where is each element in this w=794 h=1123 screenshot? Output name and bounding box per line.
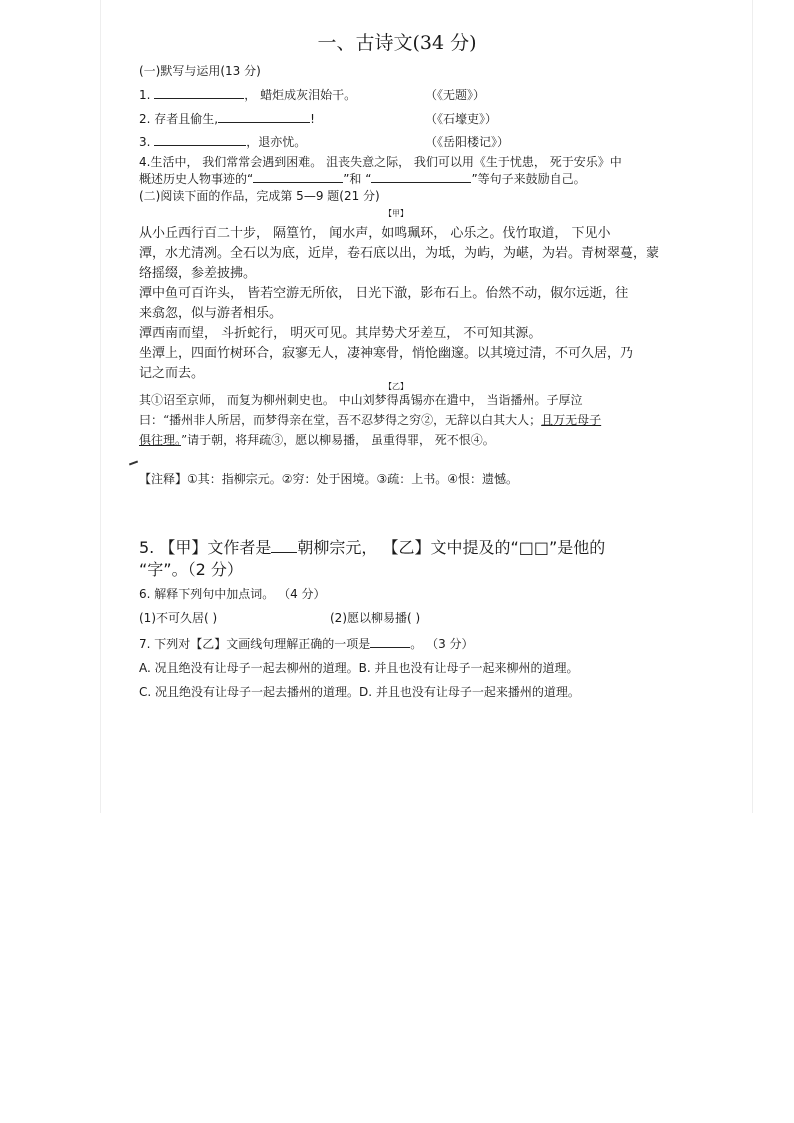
jia-line: 潭中鱼可百许头， 皆若空游无所依， 日光下澈，影布石上。佁然不动，俶尔远逝，往 — [139, 286, 629, 301]
yi-line-3-text: ”请于朝，将拜疏③，愿以柳易播， 虽重得罪， 死不恨④。 — [181, 433, 495, 447]
q4-text-b: ”和 “ — [343, 172, 372, 186]
question-1 — [139, 86, 356, 103]
yi-line-2-text: 曰：“播州非人所居，而梦得亲在堂，吾不忍梦得之穷②，无辞以白其大人； — [139, 413, 542, 427]
yi-underlined-sentence-start: 且万无母子 — [541, 413, 602, 427]
q4-answer-blank-1[interactable] — [253, 170, 343, 183]
jia-line: 潭西南而望， 斗折蛇行， 明灭可见。其岸势犬牙差互， 不可知其源。 — [139, 326, 542, 341]
page-title: 一、古诗文(34 分) — [317, 32, 477, 54]
q1-text: ， 蜡炬成灰泪始干。 — [244, 88, 357, 102]
yi-line-2 — [139, 411, 601, 428]
jia-line: 记之而去。 — [139, 366, 205, 381]
q4-text-a: 概述历史人物事迹的“ — [139, 172, 254, 186]
jia-line: 从小丘西行百二十步， 隔篁竹， 闻水声，如鸣珮环， 心乐之。伐竹取道， 下见小 — [139, 226, 611, 241]
page-edge-right — [752, 0, 753, 813]
q3-text: ，退亦忧。 — [246, 135, 307, 149]
q3-source: （《岳阳楼记》） — [425, 135, 510, 149]
q5-text-a: 5. 【甲】文作者是 — [139, 538, 272, 557]
question-6-item-2: (2)愿以柳易播( ) — [330, 611, 421, 625]
q5-text-b: 朝柳宗元， 【乙】文中提及的“□□”是他的 — [297, 538, 606, 557]
q4-text-c: ”等句子来鼓励自己。 — [471, 172, 586, 186]
yi-line-3 — [139, 431, 495, 448]
q1-source: （《无题》） — [425, 88, 486, 102]
q3-answer-blank[interactable] — [154, 133, 246, 146]
q1-number: 1. — [139, 88, 151, 102]
passage-yi-label: 【乙】 — [384, 382, 408, 391]
question-7-options-ab: A. 况且绝没有让母子一起去柳州的道理。B. 并且也没有让母子一起来柳州的道理。 — [139, 661, 579, 675]
jia-line: 络摇缀，参差披拂。 — [139, 266, 257, 281]
q2-answer-blank[interactable] — [218, 110, 310, 123]
question-3 — [139, 133, 306, 150]
q7-text-b: 。 （3 分） — [410, 637, 474, 651]
annotation-note: 【注释】①其：指柳宗元。②穷：处于困境。③疏：上书。④恨：遗憾。 — [139, 472, 519, 486]
yi-underlined-sentence-end: 俱往理。 — [139, 433, 182, 447]
passage-jia-label: 【甲】 — [384, 209, 408, 218]
jia-line: 来翕忽，似与游者相乐。 — [139, 306, 283, 321]
q2-text: 2. 存者且偷生, — [139, 112, 219, 126]
question-4-line1: 4.生活中， 我们常常会遇到困难。 沮丧失意之际， 我们可以用《生于忧患， 死于安乐》中 — [139, 155, 622, 169]
jia-line: 潭，水尤清冽。全石以为底，近岸，卷石底以出，为坻，为屿，为嵁，为岩。青树翠蔓，蒙 — [139, 246, 660, 261]
question-6: 6. 解释下列句中加点词。 （4 分） — [139, 587, 326, 601]
q2-text-end: ! — [310, 112, 315, 126]
jia-line: 坐潭上，四面竹树环合，寂寥无人，凄神寒骨，悄怆幽邃。以其境过清，不可久居，乃 — [139, 346, 634, 361]
q7-answer-blank[interactable] — [370, 635, 410, 648]
question-6-item-1: (1)不可久居( ) — [139, 611, 218, 625]
q3-number: 3. — [139, 135, 151, 149]
section1-heading: (一)默写与运用(13 分) — [139, 64, 261, 78]
question-2 — [139, 110, 315, 127]
q4-answer-blank-2[interactable] — [371, 170, 471, 183]
question-4-line2 — [139, 170, 586, 187]
question-7-options-cd: C. 况且绝没有让母子一起去播州的道理。D. 并且也没有让母子一起来播州的道理。 — [139, 685, 580, 699]
q2-source: （《石壕吏》） — [425, 112, 498, 126]
yi-line-1: 其①诏至京师， 而复为柳州刺史也。 中山刘梦得禹锡亦在遣中， 当诣播州。子厚泣 — [139, 393, 583, 407]
q5-answer-blank[interactable] — [271, 536, 297, 553]
question-5-line2: “字”。（2 分） — [139, 560, 243, 579]
q7-text-a: 7. 下列对【乙】文画线句理解正确的一项是 — [139, 637, 371, 651]
q1-answer-blank[interactable] — [154, 86, 244, 99]
page-edge-left — [100, 0, 101, 813]
section2-heading: (二)阅读下面的作品，完成第 5—9 题(21 分) — [139, 189, 380, 203]
question-5-line1 — [139, 535, 605, 558]
question-7 — [139, 635, 474, 652]
stray-mark — [129, 461, 138, 466]
